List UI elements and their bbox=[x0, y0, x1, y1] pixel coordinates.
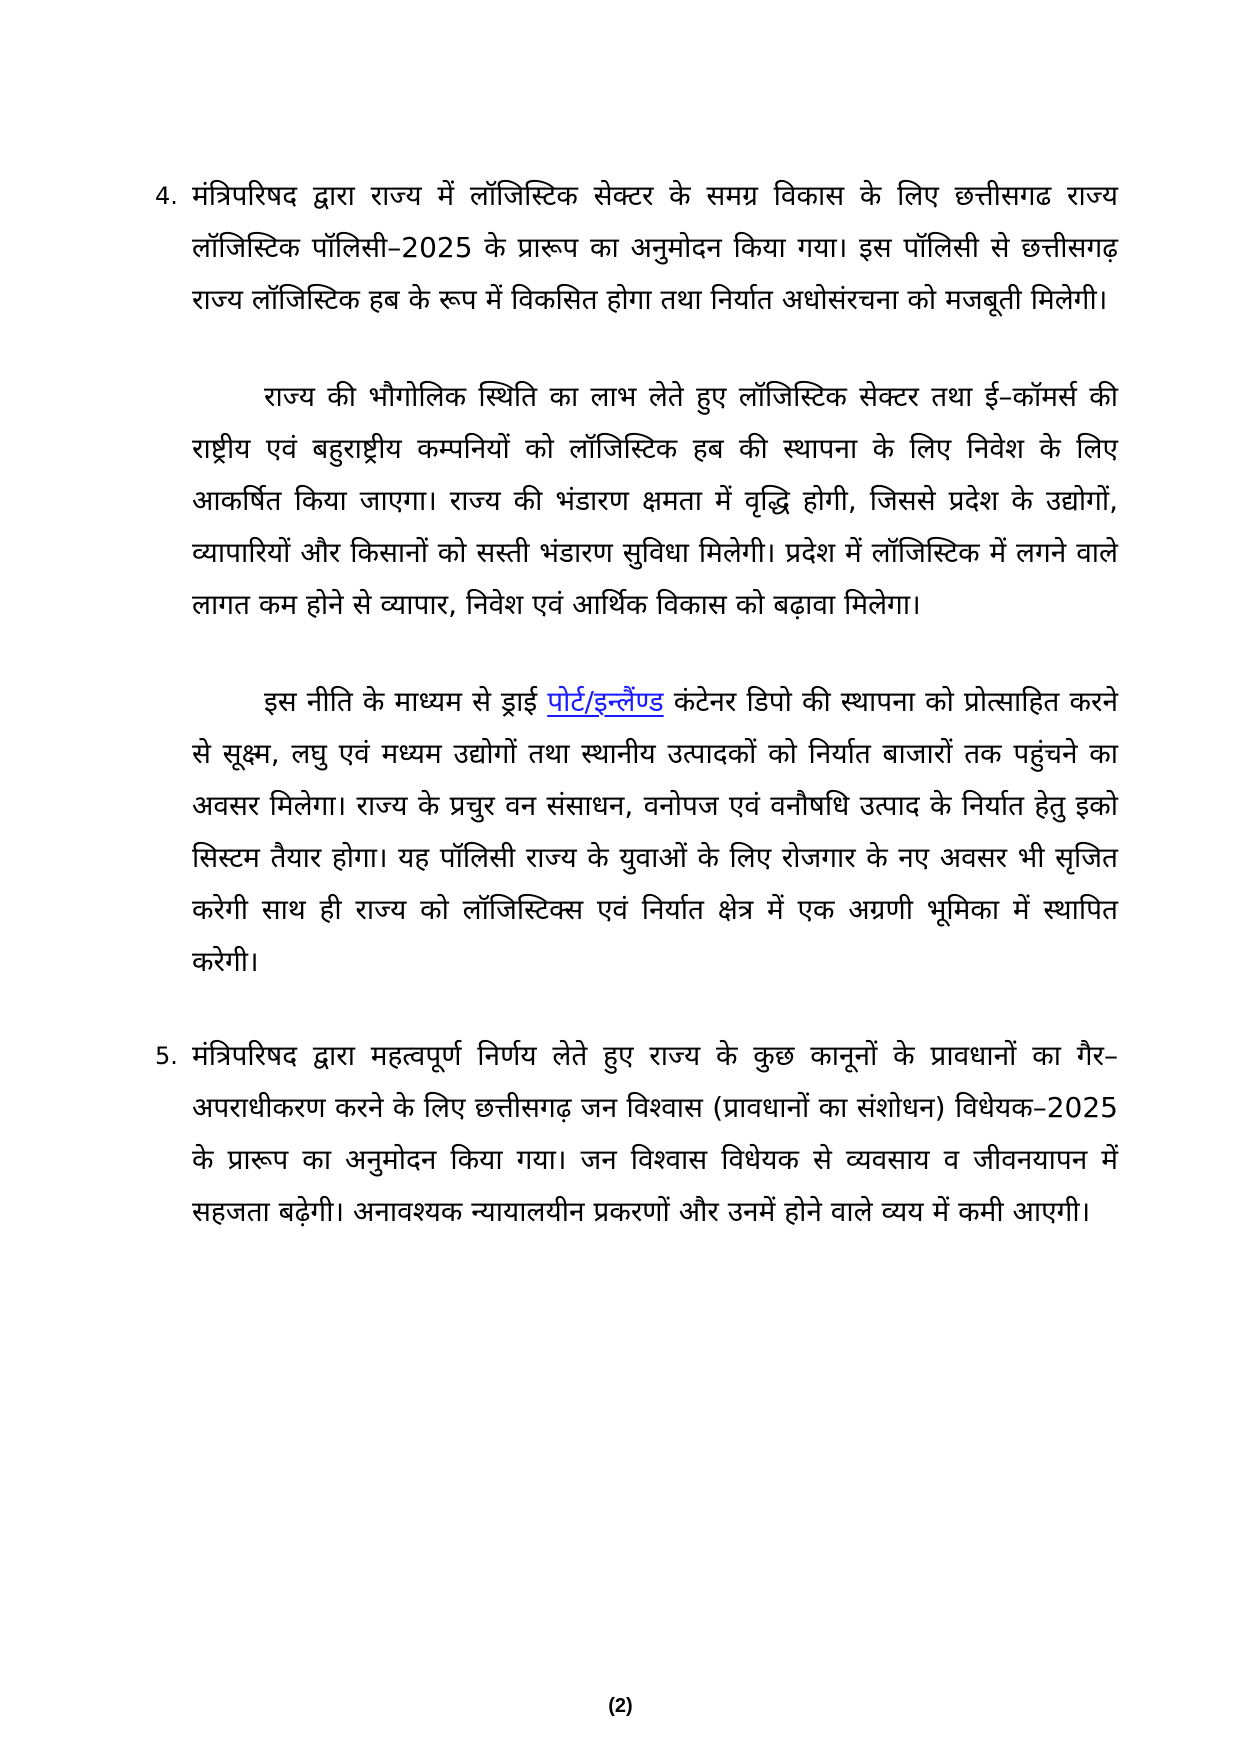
item-5-number: 5. bbox=[155, 1042, 178, 1070]
paragraph-policy-outcomes bbox=[192, 676, 1118, 988]
item-4-number: 4. bbox=[155, 182, 178, 210]
paragraph-hub-benefits-text: राज्य की भौगोलिक स्थिति का लाभ लेते हुए लॉजिस्टिक सेक्टर तथा ई–कॉमर्स की राष्ट्रीय एवं बहुराष्ट्रीय कम्पनियों को लॉजिस्टिक हब की स्थापना के लिए निवेश के लिए आकर्षित किया जाएगा। राज्य की भंडारण क्षमता में वृद्धि होगी, जिससे प्रदेश के उद्योगों, व्यापारियों और किसानों को सस्ती भंडारण सुविधा मिलेगी। प्रदेश में लॉजिस्टिक में लगने वाले लागत कम होने से व्यापार, निवेश एवं आर्थिक विकास को बढ़ावा मिलेगा। bbox=[192, 380, 1118, 621]
item-4 bbox=[155, 170, 1118, 326]
item-5-paragraph: मंत्रिपरिषद द्वारा महत्वपूर्ण निर्णय लेते हुए राज्य के कुछ कानूनों के प्रावधानों का गैर–अपराधीकरण करने के लिए छत्तीसगढ़ जन विश्वास (प्रावधानों का संशोधन) विधेयक–2025 के प्रारूप का अनुमोदन किया गया। जन विश्वास विधेयक से व्यवसाय व जीवनयापन में सहजता बढ़ेगी। अनावश्यक न्यायालयीन प्रकरणों और उनमें होने वाले व्यय में कमी आएगी। bbox=[192, 1039, 1118, 1228]
port-inland-link[interactable]: पोर्ट/इन्लैंण्ड bbox=[547, 685, 664, 718]
paragraph-text-before-link: इस नीति के माध्यम से ड्राई bbox=[264, 685, 548, 718]
paragraph-hub-benefits bbox=[192, 371, 1118, 631]
paragraph-policy-outcomes-text bbox=[192, 676, 1118, 988]
item-5 bbox=[155, 1030, 1118, 1238]
paragraph-text-after-link: कंटेनर डिपो की स्थापना को प्रोत्साहित करने से सूक्ष्म, लघु एवं मध्यम उद्योगों तथा स्थानीय उत्पादकों को निर्यात बाजारों तक पहुंचने का अवसर मिलेगा। राज्य के प्रचुर वन संसाधन, वनोपज एवं वनौषधि उत्पाद के निर्यात हेतु इको सिस्टम तैयार होगा। यह पॉलिसी राज्य के युवाओं के लिए रोजगार के नए अवसर भी सृजित करेगी साथ ही राज्य को लॉजिस्टिक्स एवं निर्यात क्षेत्र में एक अग्रणी भूमिका में स्थापित करेगी। bbox=[192, 685, 1118, 978]
page-number: (2) bbox=[608, 1695, 633, 1717]
item-4-paragraph: मंत्रिपरिषद द्वारा राज्य में लॉजिस्टिक सेक्टर के समग्र विकास के लिए छत्तीसगढ राज्य लॉजिस्टिक पॉलिसी–2025 के प्रारूप का अनुमोदन किया गया। इस पॉलिसी से छत्तीसगढ़ राज्य लॉजिस्टिक हब के रूप में विकसित होगा तथा निर्यात अधोसंरचना को मजबूती मिलेगी। bbox=[192, 179, 1118, 316]
